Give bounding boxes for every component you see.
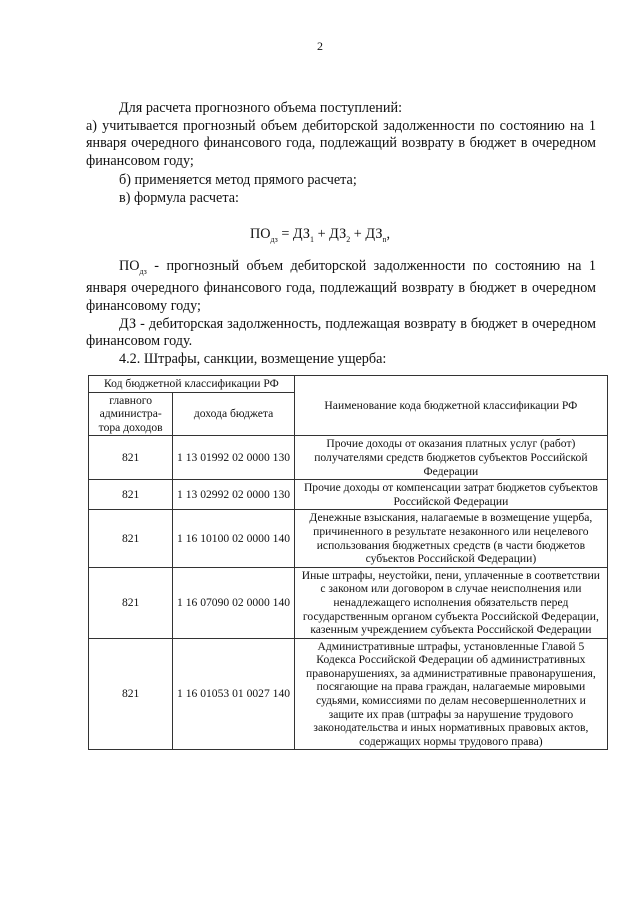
formula-plus-2: + ДЗ bbox=[350, 226, 383, 242]
table-row bbox=[89, 638, 608, 750]
page-number: 2 bbox=[317, 39, 323, 53]
header-income: дохода бюджета bbox=[173, 392, 294, 436]
cell-code: 1 16 01053 01 0027 140 bbox=[173, 638, 294, 750]
table-row bbox=[89, 567, 608, 638]
formula-eq: = ДЗ bbox=[277, 226, 311, 242]
cell-name: Прочие доходы от оказания платных услуг (работ) получателями средств бюджетов субъектов Российской Федерации bbox=[294, 436, 607, 480]
cell-code: 1 13 02992 02 0000 130 bbox=[173, 480, 294, 510]
item-b: б) применяется метод прямого расчета; bbox=[119, 172, 357, 188]
formula-sub-2: 2 bbox=[346, 234, 351, 244]
cell-name: Административные штрафы, установленные Главой 5 Кодекса Российской Федерации об административных правонарушениях, за административные правонарушения, посягающие на права граждан, налагаемые мировыми судьями, комиссиями по делам несовершеннолетних и защите их прав (штрафы за нарушение трудового законодательства и иных нормативных правовых актов, содержащих нормы трудового права) bbox=[294, 638, 607, 750]
cell-code: 1 16 10100 02 0000 140 bbox=[173, 510, 294, 567]
def-po-sub: дз bbox=[139, 266, 147, 276]
header-admin: главного администра-тора доходов bbox=[89, 392, 173, 436]
def-po bbox=[86, 258, 596, 316]
cell-name: Иные штрафы, неустойки, пени, уплаченные в соответствии с законом или договором в случае неисполнения или ненадлежащего исполнения обязательств перед государственным органом субъекта Российской Федерации, казенным учреждением субъекта Российской Федерации bbox=[294, 567, 607, 638]
formula-sub-1: 1 bbox=[310, 234, 315, 244]
formula-lhs-sub: дз bbox=[270, 234, 278, 244]
cell-code: 1 13 01992 02 0000 130 bbox=[173, 436, 294, 480]
table-body bbox=[89, 436, 608, 750]
cell-admin: 821 bbox=[89, 480, 173, 510]
table-row bbox=[89, 436, 608, 480]
section-heading: 4.2. Штрафы, санкции, возмещение ущерба: bbox=[119, 350, 387, 367]
header-name: Наименование кода бюджетной классификации РФ bbox=[294, 376, 607, 436]
formula bbox=[0, 226, 640, 244]
cell-admin: 821 bbox=[89, 567, 173, 638]
intro-block bbox=[86, 100, 596, 170]
def-po-term: ПО bbox=[119, 258, 140, 274]
table-row bbox=[89, 480, 608, 510]
def-dz: ДЗ - дебиторская задолженность, подлежащая возврату в бюджет в очередном финансовом году. bbox=[86, 315, 596, 350]
formula-lhs: ПО bbox=[249, 226, 271, 242]
cell-name: Прочие доходы от компенсации затрат бюджетов субъектов Российской Федерации bbox=[294, 480, 607, 510]
table-header-row bbox=[89, 376, 608, 393]
header-group: Код бюджетной классификации РФ bbox=[89, 376, 295, 393]
cell-code: 1 16 07090 02 0000 140 bbox=[173, 567, 294, 638]
item-a-text: а) учитывается прогнозный объем дебиторской задолженности по состоянию на 1 января очередного финансового года, подлежащий возврату в бюджет в очередном финансовом году; bbox=[86, 117, 596, 169]
kbk-table bbox=[88, 375, 608, 750]
cell-admin: 821 bbox=[89, 638, 173, 750]
def-po-text: - прогнозный объем дебиторской задолженности по состоянию на 1 января очередного финансового года, подлежащий возврату в бюджет в очередном финансовому году; bbox=[86, 258, 596, 315]
formula-tail: , bbox=[386, 226, 391, 242]
cell-name: Денежные взыскания, налагаемые в возмещение ущерба, причиненного в результате незаконного или нецелевого использования бюджетных средств (в части бюджетов субъектов Российской Федерации) bbox=[294, 510, 607, 567]
formula-plus-1: + ДЗ bbox=[314, 226, 347, 242]
table-row bbox=[89, 510, 608, 567]
cell-admin: 821 bbox=[89, 436, 173, 480]
item-c: в) формула расчета: bbox=[119, 189, 239, 206]
intro-line: Для расчета прогнозного объема поступлений: bbox=[119, 100, 403, 116]
cell-admin: 821 bbox=[89, 510, 173, 567]
item-a bbox=[86, 118, 596, 171]
intro-items bbox=[86, 172, 596, 207]
definitions bbox=[86, 258, 596, 368]
formula-sub-n: n bbox=[382, 234, 387, 244]
